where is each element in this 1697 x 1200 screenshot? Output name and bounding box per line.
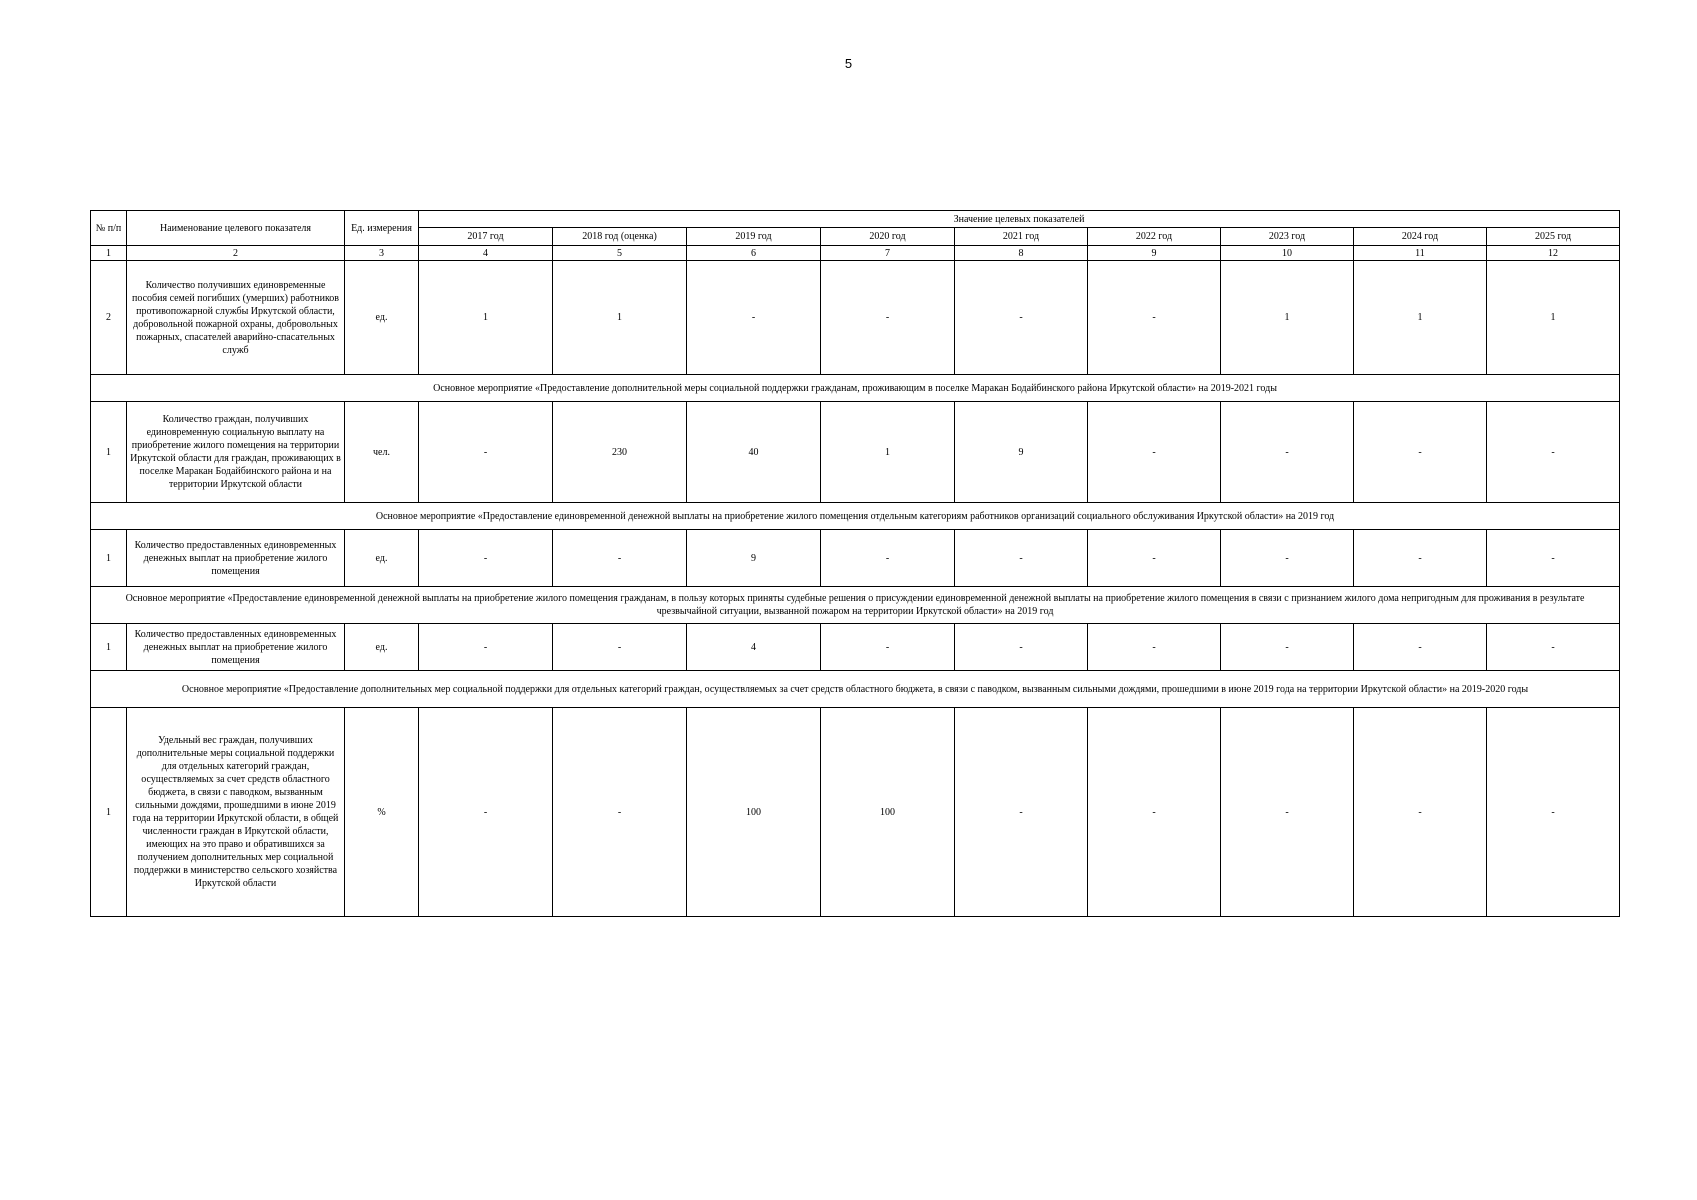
value-cell: -: [1354, 402, 1487, 503]
value-cell: -: [955, 530, 1088, 587]
column-number: 1: [91, 246, 127, 261]
value-cell: -: [821, 624, 955, 671]
value-cell: 1: [1354, 261, 1487, 375]
table-row: [91, 708, 1620, 917]
value-cell: -: [1221, 530, 1354, 587]
value-cell: -: [419, 708, 553, 917]
header-year: 2025 год: [1487, 228, 1620, 246]
row-number: 1: [91, 708, 127, 917]
header-year: 2023 год: [1221, 228, 1354, 246]
table-row: [91, 402, 1620, 503]
value-cell: -: [1221, 402, 1354, 503]
value-cell: -: [955, 624, 1088, 671]
section-title: Основное мероприятие «Предоставление дополнительных мер социальной поддержки для отдельных категорий граждан, осуществляемых за счет средств областного бюджета, в связи с паводком, вызванным сильными дождями, прошедшими в июне 2019 года на территории Иркутской области» на 2019-2020 годы: [91, 671, 1620, 708]
value-cell: -: [1221, 708, 1354, 917]
unit-cell: чел.: [345, 402, 419, 503]
value-cell: -: [1487, 624, 1620, 671]
value-cell: -: [419, 402, 553, 503]
header-year: 2024 год: [1354, 228, 1487, 246]
indicator-name: Количество предоставленных единовременных денежных выплат на приобретение жилого помещения: [127, 530, 345, 587]
value-cell: -: [419, 530, 553, 587]
section-row: [91, 503, 1620, 530]
header-year: 2019 год: [687, 228, 821, 246]
value-cell: 100: [821, 708, 955, 917]
table-row: [91, 261, 1620, 375]
unit-cell: ед.: [345, 624, 419, 671]
value-cell: -: [955, 708, 1088, 917]
column-number: 7: [821, 246, 955, 261]
header-unit: Ед. измерения: [345, 211, 419, 246]
value-cell: -: [1088, 624, 1221, 671]
section-row: [91, 375, 1620, 402]
column-number: 12: [1487, 246, 1620, 261]
column-number: 2: [127, 246, 345, 261]
row-number: 2: [91, 261, 127, 375]
row-number: 1: [91, 624, 127, 671]
row-number: 1: [91, 402, 127, 503]
section-row: [91, 671, 1620, 708]
column-number: 6: [687, 246, 821, 261]
value-cell: 4: [687, 624, 821, 671]
value-cell: -: [1487, 402, 1620, 503]
column-number: 11: [1354, 246, 1487, 261]
value-cell: -: [821, 261, 955, 375]
indicator-name: Количество граждан, получивших единовременную социальную выплату на приобретение жилого помещения на территории Иркутской области для граждан, проживающих в поселке Маракан Бодайбинского района и на территории Иркутской области: [127, 402, 345, 503]
unit-cell: ед.: [345, 261, 419, 375]
value-cell: -: [1487, 708, 1620, 917]
target-indicators-table: [90, 210, 1620, 917]
table-row: [91, 624, 1620, 671]
header-year: 2018 год (оценка): [553, 228, 687, 246]
column-number: 5: [553, 246, 687, 261]
header-year: 2017 год: [419, 228, 553, 246]
value-cell: 1: [1487, 261, 1620, 375]
value-cell: 1: [1221, 261, 1354, 375]
value-cell: -: [1354, 708, 1487, 917]
unit-cell: ед.: [345, 530, 419, 587]
header-year: 2021 год: [955, 228, 1088, 246]
value-cell: -: [553, 708, 687, 917]
value-cell: -: [553, 624, 687, 671]
section-title: Основное мероприятие «Предоставление единовременной денежной выплаты на приобретение жилого помещения гражданам, в пользу которых приняты судебные решения о присуждении единовременной денежной выплаты на приобретение жилого помещения в связи с признанием жилого дома непригодным для проживания в результате чрезвычайной ситуации, вызванной пожаром на территории Иркутской области» на 2019 год: [91, 587, 1620, 624]
value-cell: 9: [955, 402, 1088, 503]
section-title: Основное мероприятие «Предоставление дополнительной меры социальной поддержки гражданам, проживающим в поселке Маракан Бодайбинского района Иркутской области» на 2019-2021 годы: [91, 375, 1620, 402]
value-cell: -: [1487, 530, 1620, 587]
value-cell: -: [687, 261, 821, 375]
column-number: 3: [345, 246, 419, 261]
value-cell: -: [553, 530, 687, 587]
column-number: 8: [955, 246, 1088, 261]
row-number: 1: [91, 530, 127, 587]
indicator-name: Удельный вес граждан, получивших дополнительные меры социальной поддержки для отдельных категорий граждан, осуществляемых за счет средств областного бюджета, в связи с паводком, вызванным сильными дождями, прошедшими в июне 2019 года на территории Иркутской области, в общей численности граждан в Иркутской области, имеющих на это право и обратившихся за получением дополнительных мер социальной поддержки в министерство сельского хозяйства Иркутской области: [127, 708, 345, 917]
value-cell: 1: [419, 261, 553, 375]
unit-cell: %: [345, 708, 419, 917]
column-number: 9: [1088, 246, 1221, 261]
header-values-group: Значение целевых показателей: [419, 211, 1620, 228]
value-cell: -: [1088, 402, 1221, 503]
value-cell: -: [1354, 530, 1487, 587]
value-cell: -: [1088, 261, 1221, 375]
value-cell: -: [1354, 624, 1487, 671]
indicator-name: Количество предоставленных единовременных денежных выплат на приобретение жилого помещения: [127, 624, 345, 671]
page-number: 5: [844, 56, 853, 71]
table-row: [91, 530, 1620, 587]
value-cell: 1: [821, 402, 955, 503]
value-cell: 1: [553, 261, 687, 375]
value-cell: -: [1088, 530, 1221, 587]
value-cell: -: [419, 624, 553, 671]
value-cell: -: [1221, 624, 1354, 671]
value-cell: 230: [553, 402, 687, 503]
section-row: [91, 587, 1620, 624]
value-cell: -: [821, 530, 955, 587]
header-year: 2022 год: [1088, 228, 1221, 246]
column-number: 4: [419, 246, 553, 261]
value-cell: 100: [687, 708, 821, 917]
value-cell: -: [1088, 708, 1221, 917]
column-number: 10: [1221, 246, 1354, 261]
value-cell: -: [955, 261, 1088, 375]
header-year: 2020 год: [821, 228, 955, 246]
header-num: № п/п: [91, 211, 127, 246]
value-cell: 9: [687, 530, 821, 587]
value-cell: 40: [687, 402, 821, 503]
indicator-name: Количество получивших единовременные пособия семей погибших (умерших) работников противопожарной службы Иркутской области, добровольной пожарной охраны, добровольных пожарных, спасателей аварийно-спасательных служб: [127, 261, 345, 375]
header-name: Наименование целевого показателя: [127, 211, 345, 246]
section-title: Основное мероприятие «Предоставление единовременной денежной выплаты на приобретение жилого помещения отдельным категориям работников организаций социального обслуживания Иркутской области» на 2019 год: [91, 503, 1620, 530]
